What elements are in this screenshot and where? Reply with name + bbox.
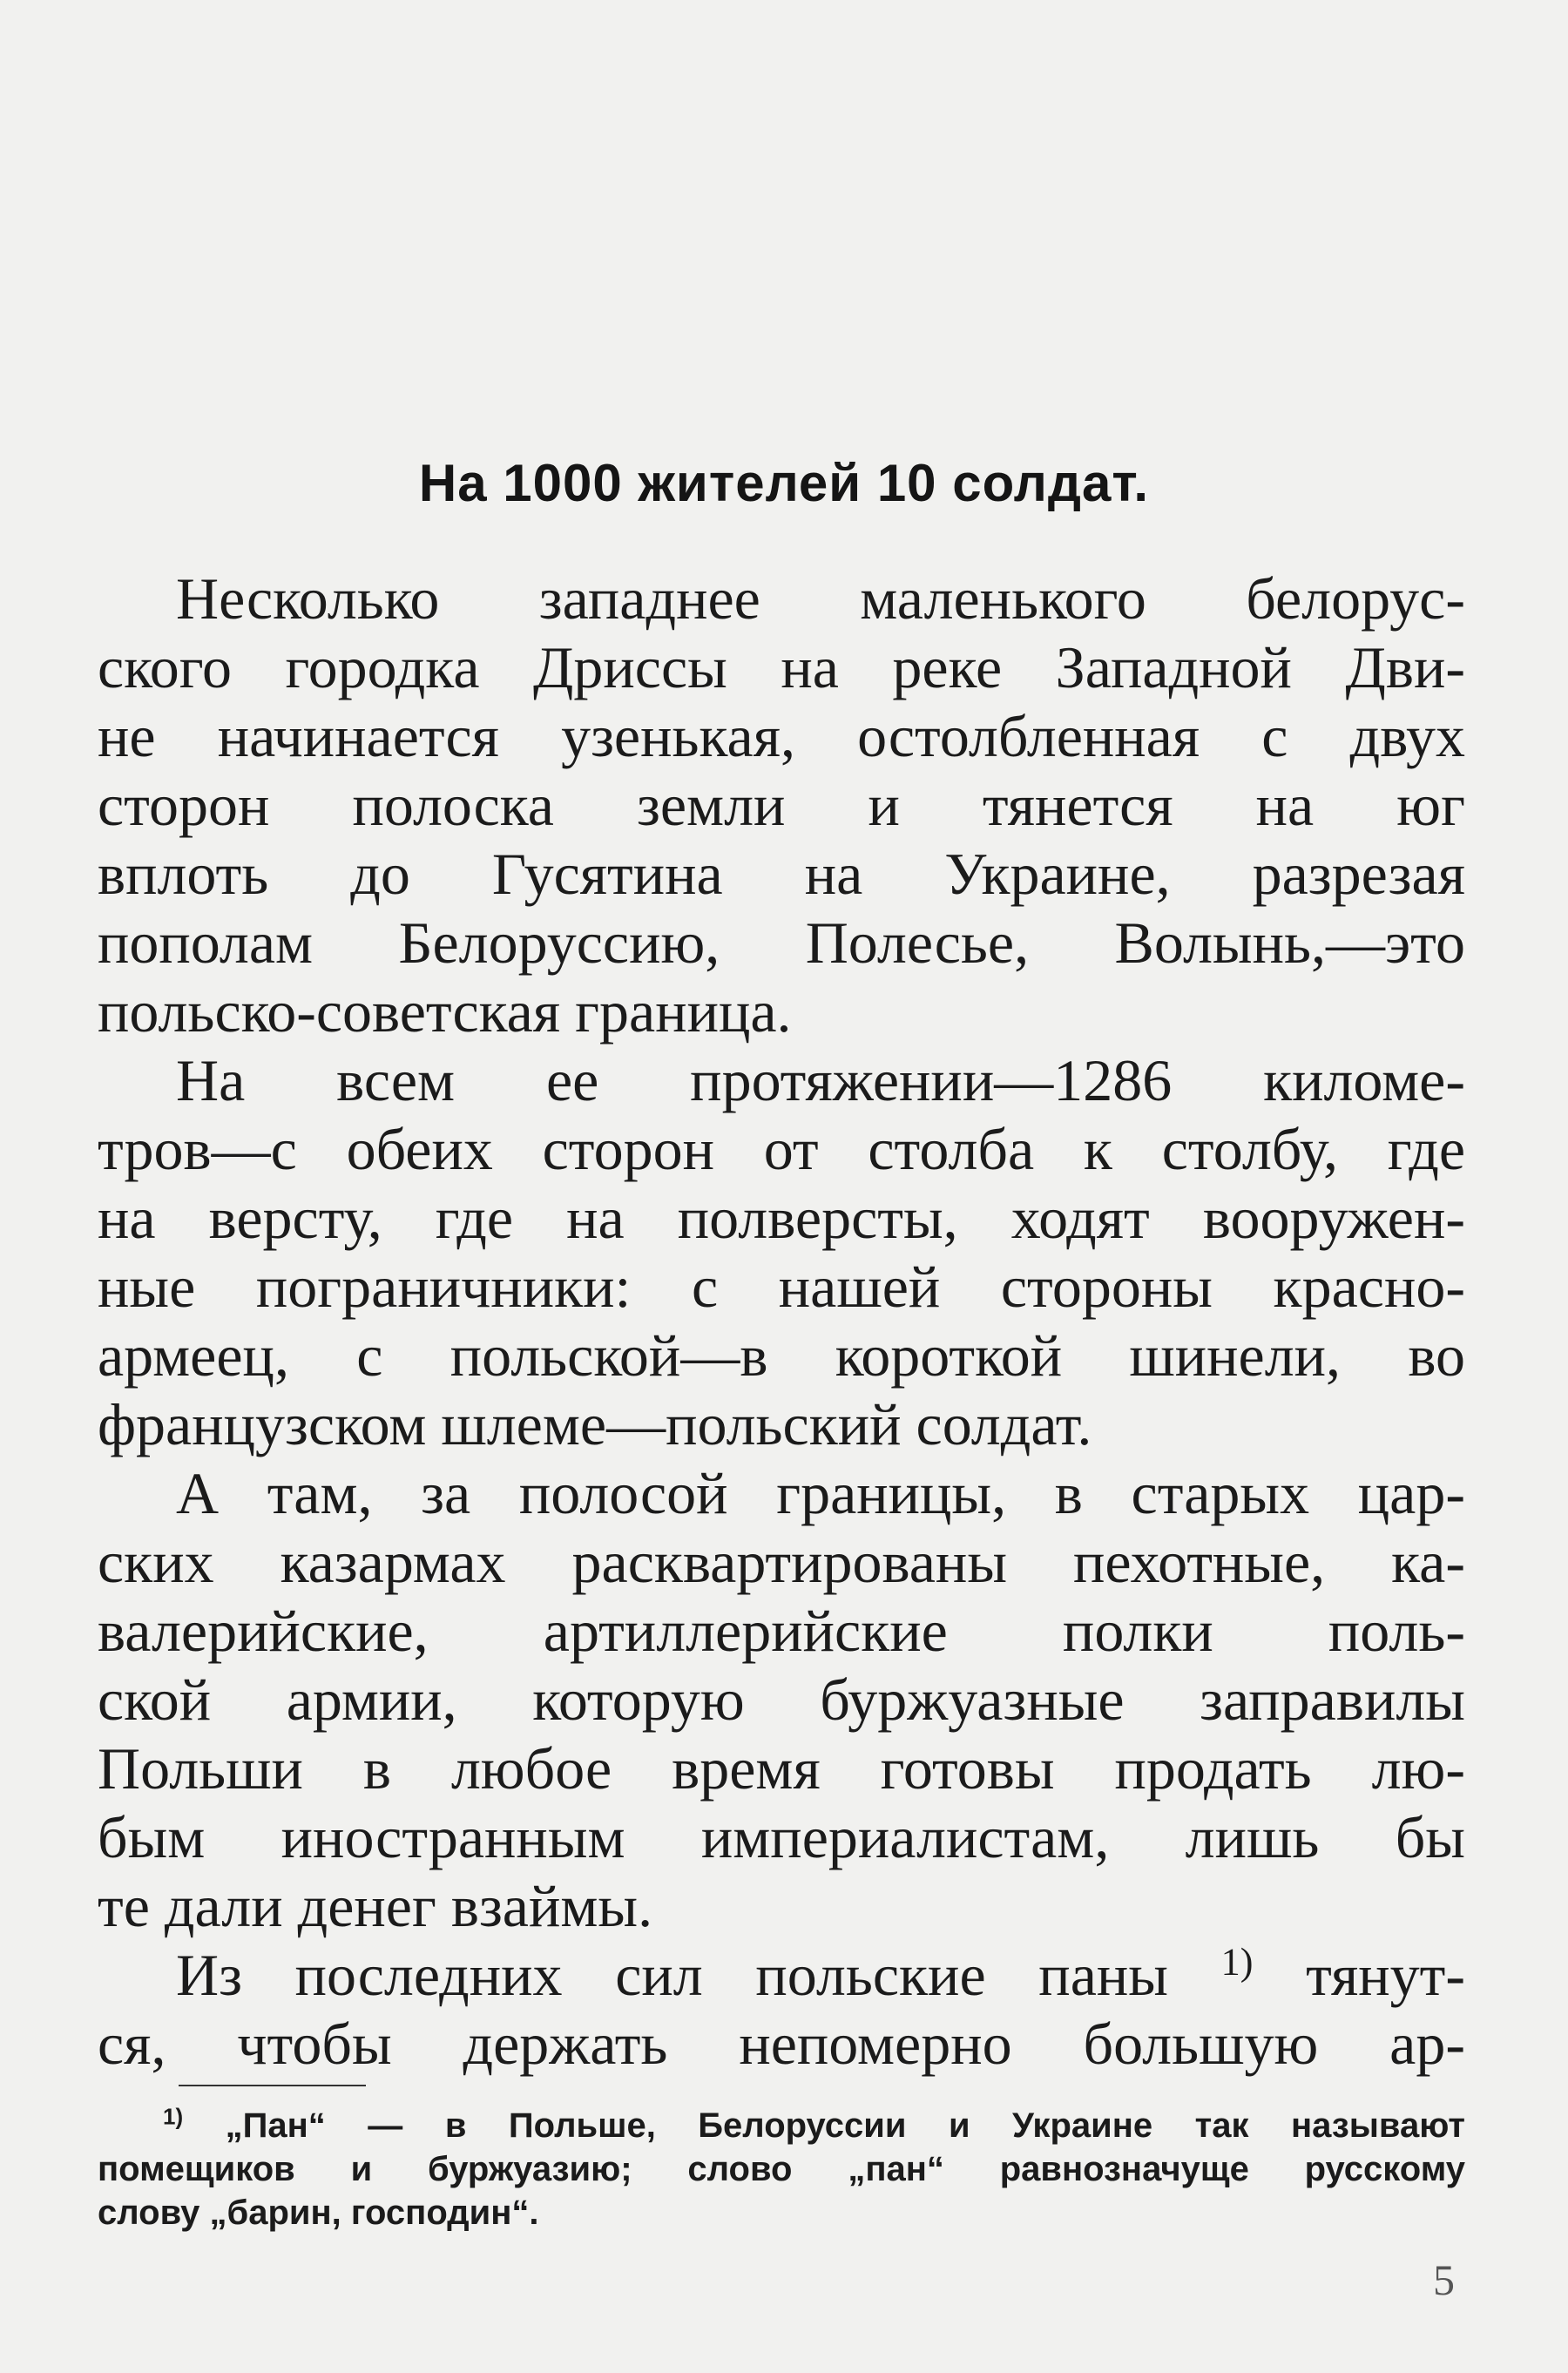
text-line: ских казармах расквартированы пехотные, ка- xyxy=(98,1529,1465,1595)
text-line: Несколько западнее маленького белорус- xyxy=(176,565,1465,632)
text-line: вплоть до Гусятина на Украине, разрезая xyxy=(98,841,1465,907)
text-line: на версту, где на полверсты, ходят вооружен- xyxy=(98,1185,1465,1251)
text-line: Польши в любое время готовы продать лю- xyxy=(98,1735,1465,1802)
text-line: сторон полоска земли и тянется на юг xyxy=(98,772,1465,838)
footnote xyxy=(98,2104,1465,2234)
footnote-line xyxy=(98,2104,1465,2147)
text-line: польско-советская граница. xyxy=(98,978,792,1045)
text-line xyxy=(98,1941,1465,2010)
text-line: ные пограничники: с нашей стороны красно- xyxy=(98,1254,1465,1320)
text-line: валерийские, артиллерийские полки поль- xyxy=(98,1598,1465,1664)
text-line: бым иностранным империалистам, лишь бы xyxy=(98,1804,1465,1870)
text-line: тров—с обеих сторон от столба к столбу, где xyxy=(98,1116,1465,1182)
footnote-text: „Пан“ — в Польше, Белоруссии и Украине так называют xyxy=(225,2106,1465,2145)
text-line: ской армии, которую буржуазные заправилы xyxy=(98,1667,1465,1733)
footnote-line: помещиков и буржуазию; слово „пан“ равнозначуще русскому xyxy=(98,2150,1465,2188)
text-line: французском шлеме—польский солдат. xyxy=(98,1391,1092,1457)
chapter-title: На 1000 жителей 10 солдат. xyxy=(418,454,1150,512)
footnote-marker: 1) xyxy=(163,2103,184,2130)
footnote-reference: 1) xyxy=(1220,1940,1254,1984)
footnote-divider xyxy=(179,2085,366,2086)
footnote-line: слову „барин, господин“. xyxy=(98,2194,539,2232)
text-line: армеец, с польской—в короткой шинели, во xyxy=(98,1322,1465,1389)
text-line: ся, чтобы держать непомерно большую ар- xyxy=(98,2011,1465,2077)
text-fragment: Из последних сил польские паны xyxy=(176,1942,1168,2008)
text-line: ского городка Дриссы на реке Западной Дви- xyxy=(98,634,1465,700)
text-line: пополам Белоруссию, Полесье, Волынь,—это xyxy=(98,909,1465,976)
text-line: те дали денег взаймы. xyxy=(98,1873,653,1939)
text-line: На всем ее протяжении—1286 киломе- xyxy=(176,1047,1465,1113)
page-number: 5 xyxy=(1433,2255,1455,2304)
body-text xyxy=(98,565,1465,2079)
text-line: А там, за полосой границы, в старых цар- xyxy=(176,1460,1465,1526)
text-line: не начинается узенькая, остолбленная с двух xyxy=(98,703,1465,769)
text-fragment: тянут- xyxy=(1306,1942,1466,2008)
